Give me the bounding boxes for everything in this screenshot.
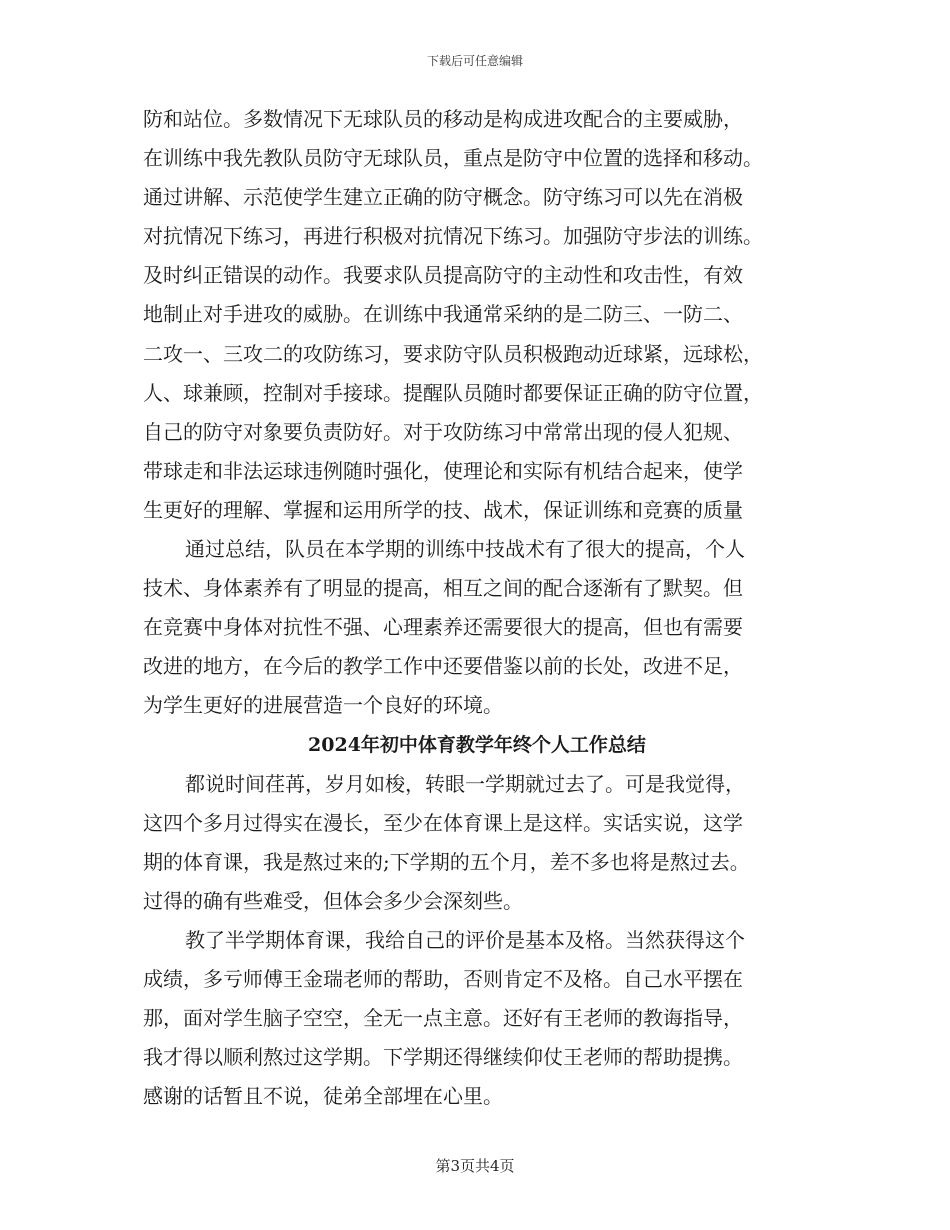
text-line: 二攻一、三攻二的攻防练习，要求防守队员积极跑动近球紧，远球松， [143, 341, 763, 366]
text-line: 期的体育课，我是熬过来的;下学期的五个月，差不多也将是熬过去。 [143, 849, 750, 874]
document-body [143, 100, 811, 1116]
text-line: 我才得以顺利熬过这学期。下学期还得继续仰仗王老师的帮助提携。 [143, 1045, 743, 1070]
text-line: 自己的防守对象要负责防好。对于攻防练习中常常出现的侵人犯规、 [143, 419, 743, 444]
page-number: 第3页共4页 [435, 1157, 515, 1175]
text-line: 防和站位。多数情况下无球队员的移动是构成进攻配合的主要威胁， [143, 107, 743, 131]
text-line: 在竞赛中身体对抗性不强、心理素养还需要很大的提高，但也有需要 [143, 615, 743, 640]
text-line: 对抗情况下练习，再进行积极对抗情况下练习。加强防守步法的训练。 [143, 224, 763, 249]
text-line: 过得的确有些难受，但体会多少会深刻些。 [143, 888, 523, 913]
text-line: 那，面对学生脑子空空，全无一点主意。还好有王老师的教诲指导， [143, 1006, 743, 1031]
text-line: 改进的地方，在今后的教学工作中还要借鉴以前的长处，改进不足， [143, 654, 743, 679]
text-line: 地制止对手进攻的威胁。在训练中我通常采纳的是二防三、一防二、 [143, 302, 743, 327]
text-line: 在训练中我先教队员防守无球队员，重点是防守中位置的选择和移动。 [143, 146, 763, 171]
text-line: 感谢的话暂且不说，徒弟全部埋在心里。 [143, 1084, 503, 1109]
paragraph-start-line: 教了半学期体育课，我给自己的评价是基本及格。当然获得这个 [185, 927, 745, 952]
text-line: 成绩，多亏师傅王金瑞老师的帮助，否则肯定不及格。自己水平摆在 [143, 967, 743, 992]
text-line: 这四个多月过得实在漫长，至少在体育课上是这样。实话实说，这学 [143, 810, 743, 835]
text-line: 为学生更好的进展营造一个良好的环境。 [143, 693, 503, 718]
page-header-note: 下载后可任意编辑 [426, 54, 523, 68]
section-title: 2024年初中体育教学年终个人工作总结 [308, 733, 646, 756]
text-line: 技术、身体素养有了明显的提高，相互之间的配合逐渐有了默契。但 [143, 576, 743, 601]
text-line: 及时纠正错误的动作。我要求队员提高防守的主动性和攻击性，有效 [143, 263, 743, 288]
text-line: 生更好的理解、掌握和运用所学的技、战术，保证训练和竞赛的质量 [143, 497, 743, 522]
text-line: 带球走和非法运球违例随时强化，使理论和实际有机结合起来，使学 [143, 458, 743, 483]
paragraph-start-line: 都说时间荏苒，岁月如梭，转眼一学期就过去了。可是我觉得， [185, 771, 745, 796]
text-line: 人、球兼顾，控制对手接球。提醒队员随时都要保证正确的防守位置， [143, 380, 763, 405]
paragraph-start-line: 通过总结，队员在本学期的训练中技战术有了很大的提高，个人 [185, 537, 745, 562]
text-line: 通过讲解、示范使学生建立正确的防守概念。防守练习可以先在消极 [143, 185, 743, 210]
